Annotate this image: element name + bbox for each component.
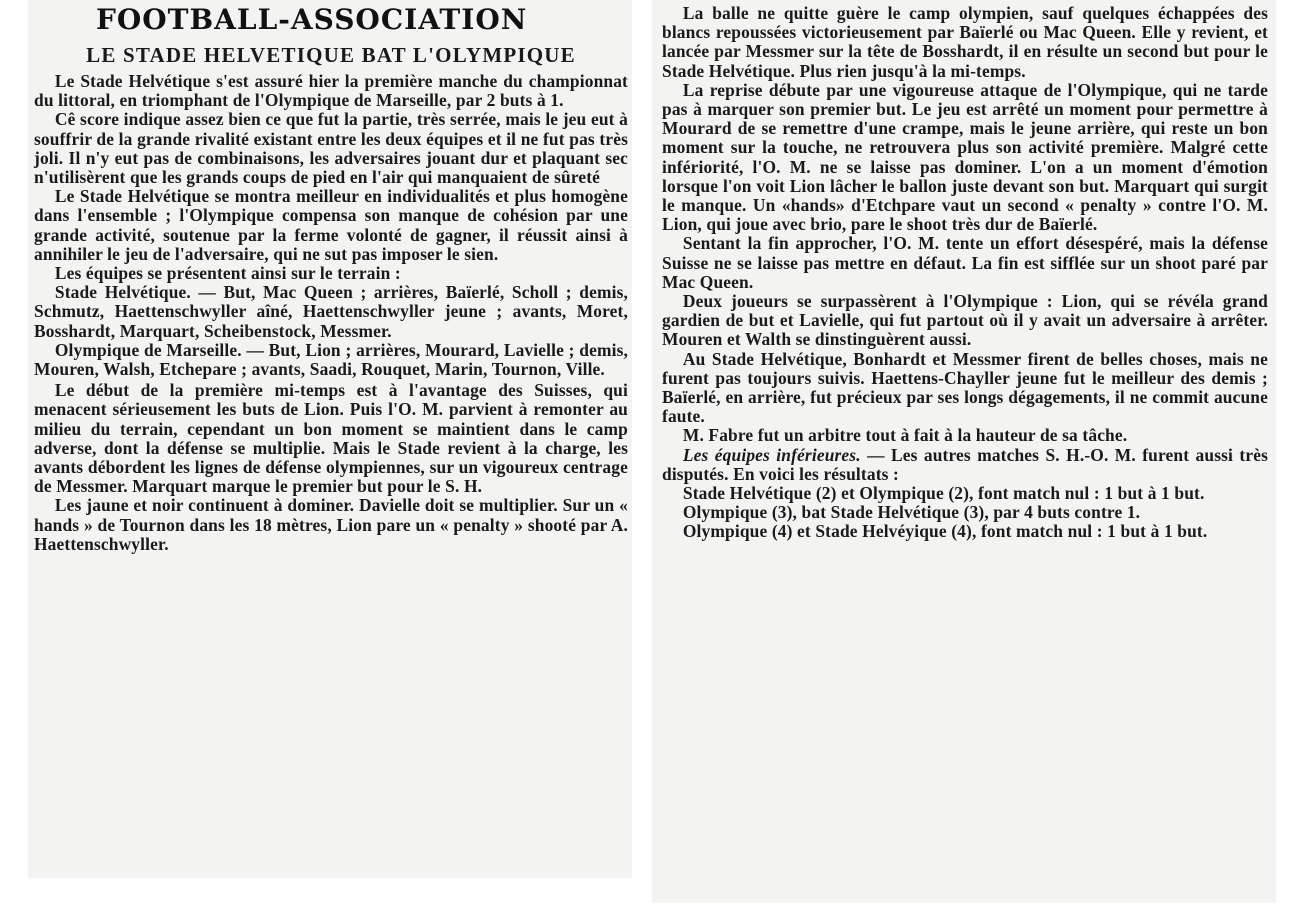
article-paragraph: Les jaune et noir continuent à dominer. Davielle doit se multiplier. Sur un « hands » de Tournon dans les 18 mètres, Lion pare un « penalty » shooté par A. Haettenschwyller. bbox=[34, 495, 628, 554]
result-line: Olympique (4) et Stade Helvéyique (4), font match nul : 1 but à 1 but. bbox=[682, 521, 1208, 542]
article-paragraph: Le Stade Helvétique se montra meilleur en individualités et plus homogène dans l'ensemble ; l'Olympique compensa son manque de cohésion par une grande activité, soutenue par la ferme volonté de gagner, il réussit ainsi à annihiler le jeu de l'adversaire, qui ne sut pas imposer le sien. bbox=[34, 186, 628, 264]
article-paragraph: Deux joueurs se surpassèrent à l'Olympique : Lion, qui se révéla grand gardien de but et Lavielle, qui fut partout où il y avait un adversaire à arrêter. Mouren et Walth se dinstinguèrent aussi. bbox=[662, 291, 1268, 350]
left-column bbox=[28, 0, 632, 878]
article-paragraph: Le Stade Helvétique s'est assuré hier la première manche du championnat du littoral, en triomphant de l'Olympique de Marseille, par 2 buts à 1. bbox=[34, 71, 628, 111]
article-paragraph: Les équipes se présentent ainsi sur le terrain : bbox=[54, 263, 401, 284]
article-paragraph: Sentant la fin approcher, l'O. M. tente un effort désespéré, mais la défense Suisse ne se laisse pas mettre en défaut. La fin est sifflée sur un shoot paré par Mac Queen. bbox=[662, 233, 1268, 292]
team-lineup-olympique: Olympique de Marseille. — But, Lion ; arrières, Mourard, Lavielle ; demis, Mouren, Walsh, Etchepare ; avants, Saadi, Rouquet, Marin, Tournon, Ville. bbox=[34, 339, 628, 380]
section-masthead: FOOTBALL-ASSOCIATION bbox=[96, 3, 528, 36]
lower-teams-text: — Les autres matches S. H.-O. M. furent aussi très disputés. En voici les résultats : bbox=[662, 444, 1268, 484]
article-headline: LE STADE HELVETIQUE BAT L'OLYMPIQUE bbox=[86, 43, 576, 67]
team-lineup-stade: Stade Helvétique. — But, Mac Queen ; arrières, Baïerlé, Scholl ; demis, Schmutz, Haettenschwyller aîné, Haettenschwyller jeune ; avants, Moret, Bosshardt, Marquart, Scheibenstock, Messmer. bbox=[34, 282, 628, 341]
article-paragraph: M. Fabre fut un arbitre tout à fait à la hauteur de sa tâche. bbox=[682, 425, 1128, 446]
article-paragraph: Au Stade Helvétique, Bonhardt et Messmer firent de belles choses, mais ne furent pas toujours suivis. Haettens-Chayller jeune fut le meilleur des demis ; Baïerlé, en arrière, fut précieux par ses longs dégagements, il ne commit aucune faute. bbox=[662, 348, 1268, 427]
lower-teams-label: Les équipes inférieures. bbox=[682, 444, 861, 465]
result-line: Stade Helvétique (2) et Olympique (2), font match nul : 1 but à 1 but. bbox=[682, 483, 1205, 504]
article-paragraph: La balle ne quitte guère le camp olympien, sauf quelques échappées des blancs repoussées victorieusement par Baïerlé ou Mac Queen. Elle y revient, et lancée par Messmer sur la tête de Bosshardt, il en résulte un second but pour le Stade Helvétique. Plus rien jusqu'à la mi-temps. bbox=[662, 3, 1268, 81]
article-paragraph: Le début de la première mi-temps est à l'avantage des Suisses, qui menacent sérieusement les buts de Lion. Puis l'O. M. parvient à remonter au milieu du terrain, cependant un bon moment se maintient dans le camp adverse, dont la défense se multiplie. Mais le Stade revient à la charge, les avants débordent les lignes de défense olympiennes, sur un vigoureux centrage de Messmer. Marquart marque le premier but pour le S. H. bbox=[34, 380, 628, 497]
result-line: Olympique (3), bat Stade Helvétique (3), par 4 buts contre 1. bbox=[682, 502, 1141, 523]
right-column bbox=[652, 0, 1276, 903]
article-paragraph: La reprise débute par une vigoureuse attaque de l'Olympique, qui ne tarde pas à marquer son premier but. Le jeu est arrêté un moment pour permettre à Mourard de se remettre d'une crampe, mais le jeune arrière, qui reste un bon moment sur la touche, ne retrouvera plus son activité première. Malgré cette infériorité, l'O. M. ne se laisse pas dominer. L'on a un moment d'émotion lorsque l'on voit Lion lâcher le ballon juste devant son but. Marquart qui surgit le manque. Un «hands» d'Etchpare vaut un second « penalty » contre l'O. M. Lion, qui joue avec brio, pare le shoot très dur de Baïerlé. bbox=[662, 79, 1268, 235]
lower-teams-paragraph bbox=[662, 446, 1268, 484]
article-paragraph: Cê score indique assez bien ce que fut la partie, très serrée, mais le jeu eut à souffrir de la grande rivalité existant entre les deux équipes et il ne fut pas très joli. Il n'y eut pas de combinaisons, les adversaires jouant dur et plaquant sec n'utilisèrent que les grands coups de pied en l'air qui manquaient de sûreté bbox=[34, 109, 628, 188]
